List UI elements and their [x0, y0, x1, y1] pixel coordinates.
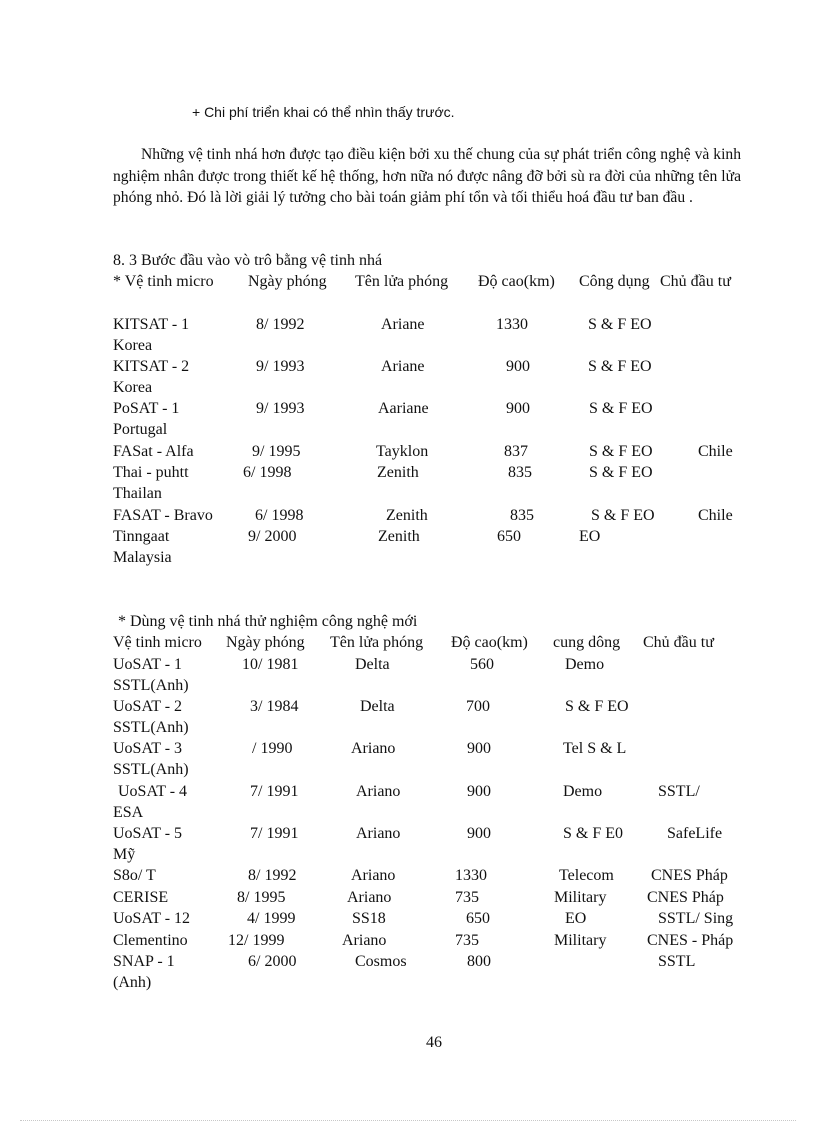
s2-cell-alt: 735 [455, 932, 479, 949]
s2-cell-use: EO [565, 910, 587, 927]
s2-cell-alt: 560 [470, 656, 494, 673]
s2-cell-alt: 700 [466, 698, 490, 715]
s1-cell-alt: 837 [504, 443, 528, 460]
s2-cell-name: UoSAT - 2 [113, 698, 183, 715]
s2-cell-date: 3/ 1984 [250, 698, 299, 715]
s2-cell-rocket: Ariano [342, 932, 387, 949]
s2-cell-owner: SSTL/ [658, 783, 700, 800]
s2-cell-cont: SSTL(Anh) [113, 761, 189, 778]
s2-cell-use: Military [554, 932, 607, 949]
s2-cell-alt: 735 [455, 889, 479, 906]
s1-cell-alt: 835 [510, 507, 534, 524]
s2-header-rocket: Tên lửa phóng [330, 634, 424, 651]
s2-cell-date: 7/ 1991 [250, 783, 299, 800]
s2-cell-name: SNAP - 1 [113, 953, 175, 970]
s2-cell-date: 6/ 2000 [248, 953, 297, 970]
s1-cell-date: 9/ 1995 [252, 443, 301, 460]
s1-cell-rocket: Zenith [378, 528, 420, 545]
s2-cell-use: Demo [565, 656, 605, 673]
s1-cell-use: S & F EO [589, 464, 653, 481]
s2-cell-use: Military [554, 889, 607, 906]
s2-cell-owner: CNES - Pháp [647, 932, 734, 949]
s1-cell-use: S & F EO [589, 400, 653, 417]
s2-cell-alt: 900 [467, 825, 491, 842]
s1-cell-alt: 1330 [496, 316, 528, 333]
page-number: 46 [426, 1034, 442, 1051]
s1-cell-alt: 900 [506, 400, 530, 417]
s1-cell-alt: 650 [497, 528, 521, 545]
s1-cell-rocket: Ariane [381, 358, 425, 375]
s1-cell-cont: Malaysia [113, 549, 172, 566]
s2-header-alt: Độ cao(km) [451, 634, 528, 651]
s1-cell-name: Tinngaat [113, 528, 170, 545]
s2-cell-rocket: Delta [355, 656, 390, 673]
s2-header-owner: Chủ đầu tư [643, 634, 714, 651]
s1-cell-name: Thai - puhtt [113, 464, 189, 481]
s2-cell-name: UoSAT - 3 [113, 740, 183, 757]
s1-cell-alt: 900 [506, 358, 530, 375]
s2-cell-cont: Mỹ [113, 846, 136, 863]
s2-cell-cont: SSTL(Anh) [113, 677, 189, 694]
s2-cell-use: Demo [563, 783, 603, 800]
s1-cell-date: 9/ 2000 [248, 528, 297, 545]
s1-header-rocket: Tên lửa phóng [355, 273, 449, 290]
s2-cell-rocket: Ariano [351, 740, 396, 757]
s2-cell-alt: 900 [467, 740, 491, 757]
s1-cell-name: PoSAT - 1 [113, 400, 180, 417]
s1-cell-date: 6/ 1998 [255, 507, 304, 524]
s2-cell-alt: 900 [467, 783, 491, 800]
s2-cell-use: Tel S & L [563, 740, 627, 757]
s1-cell-use: S & F EO [589, 443, 653, 460]
s1-cell-date: 9/ 1993 [256, 400, 305, 417]
s2-cell-owner: SafeLife [667, 825, 723, 842]
s1-cell-date: 6/ 1998 [243, 464, 292, 481]
s2-cell-rocket: Cosmos [355, 953, 407, 970]
intro-paragraph: Những vệ tinh nhá hơn được tạo điều kiện bởi xu thế chung của sự phát triển công nghệ và kinh nghiệm nhân được trong thiết kế hệ thống, hơn nữa nó được nâng đỡ bởi sù ra đời của những tên lửa phóng nhỏ. Đó là lời giải lý tưởng cho bài toán giảm phí tổn và tối thiểu hoá đầu tư ban đầu . [113, 146, 741, 206]
s1-cell-cont: Portugal [113, 421, 168, 438]
s1-cell-rocket: Zenith [386, 507, 428, 524]
s1-cell-rocket: Ariane [381, 316, 425, 333]
s1-cell-owner: Chile [698, 507, 733, 524]
s2-cell-alt: 800 [467, 953, 491, 970]
s1-cell-use: EO [579, 528, 601, 545]
s2-cell-date: 10/ 1981 [242, 656, 299, 673]
s2-cell-name: Clementino [113, 932, 188, 949]
s1-header-use: Công dụng [579, 273, 650, 290]
s2-cell-rocket: Ariano [351, 867, 396, 884]
s2-cell-cont: (Anh) [113, 974, 152, 991]
s2-cell-owner: SSTL [658, 953, 696, 970]
s2-cell-date: 7/ 1991 [250, 825, 299, 842]
s2-cell-name: S8o/ T [113, 867, 156, 884]
s2-cell-rocket: SS18 [352, 910, 386, 927]
s1-cell-alt: 835 [508, 464, 532, 481]
s2-cell-owner: CNES Pháp [647, 889, 724, 906]
s1-cell-use: S & F EO [588, 316, 652, 333]
s1-cell-use: S & F EO [591, 507, 655, 524]
page-edge-divider [20, 1120, 796, 1121]
s2-cell-cont: ESA [113, 804, 144, 821]
s2-cell-date: 12/ 1999 [228, 932, 285, 949]
s2-cell-owner: SSTL/ Sing [658, 910, 734, 927]
s1-cell-name: FASAT - Bravo [113, 507, 213, 524]
s2-cell-use: S & F EO [565, 698, 629, 715]
s2-cell-name: CERISE [113, 889, 169, 906]
s1-header-alt: Độ cao(km) [478, 273, 555, 290]
s2-cell-use: Telecom [559, 867, 614, 884]
s2-header-name: Vệ tinh micro [113, 634, 202, 651]
s2-cell-rocket: Ariano [356, 783, 401, 800]
s1-cell-name: FASat - Alfa [113, 443, 194, 460]
s1-cell-date: 8/ 1992 [256, 316, 305, 333]
s1-cell-date: 9/ 1993 [256, 358, 305, 375]
s1-cell-rocket: Zenith [377, 464, 419, 481]
s1-cell-cont: Korea [113, 337, 153, 354]
s2-header-use: cung dông [553, 634, 621, 651]
s2-cell-date: 8/ 1995 [237, 889, 286, 906]
s1-cell-rocket: Tayklon [376, 443, 429, 460]
s1-cell-use: S & F EO [588, 358, 652, 375]
s2-cell-name: UoSAT - 4 [118, 783, 188, 800]
s1-header-date: Ngày phóng [248, 273, 327, 290]
s1-cell-cont: Thailan [113, 485, 162, 502]
s2-cell-rocket: Ariano [356, 825, 401, 842]
s2-cell-date: 4/ 1999 [247, 910, 296, 927]
s2-cell-alt: 1330 [455, 867, 487, 884]
s2-cell-rocket: Delta [360, 698, 395, 715]
bullet-line: + Chi phí triển khai có thể nhìn thấy trước. [192, 104, 455, 120]
s1-cell-name: KITSAT - 1 [113, 316, 190, 333]
s1-header-owner: Chủ đầu tư [660, 273, 731, 290]
s2-cell-name: UoSAT - 1 [113, 656, 183, 673]
s2-cell-owner: CNES Pháp [651, 867, 728, 884]
s1-cell-cont: Korea [113, 379, 153, 396]
s1-cell-rocket: Aariane [378, 400, 429, 417]
s1-cell-owner: Chile [698, 443, 733, 460]
section2-heading: * Dùng vệ tinh nhá thử nghiệm công nghệ mới [118, 613, 418, 630]
s2-cell-date: / 1990 [252, 740, 293, 757]
s1-header-name: * Vệ tinh micro [113, 273, 214, 290]
s1-cell-name: KITSAT - 2 [113, 358, 190, 375]
s2-cell-rocket: Ariano [347, 889, 392, 906]
s2-header-date: Ngày phóng [226, 634, 305, 651]
section1-heading: 8. 3 Bước đầu vào vò trô bằng vệ tinh nhá [113, 252, 383, 269]
s2-cell-cont: SSTL(Anh) [113, 719, 189, 736]
s2-cell-use: S & F E0 [563, 825, 624, 842]
s2-cell-name: UoSAT - 12 [113, 910, 191, 927]
s2-cell-alt: 650 [466, 910, 490, 927]
s2-cell-name: UoSAT - 5 [113, 825, 183, 842]
s2-cell-date: 8/ 1992 [248, 867, 297, 884]
